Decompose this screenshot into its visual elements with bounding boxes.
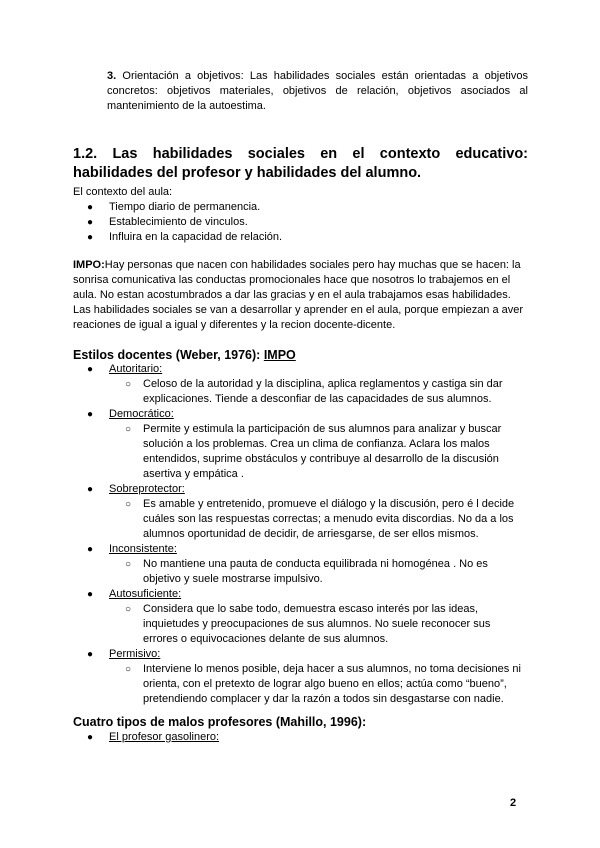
- intro-item-number: 3.: [107, 70, 117, 82]
- style-desc: [73, 557, 528, 587]
- styles-heading-tag: IMPO: [263, 348, 296, 362]
- style-desc: [73, 377, 528, 407]
- style-desc-text: Interviene lo menos posible, deja hacer a sus alumnos, no toma decisiones ni orienta, con el pretexto de lograr algo bueno en ellos; actúa como “bueno”, pretendiendo complacer y dar la razón a todos sin desgastarse con nadie.: [143, 663, 521, 705]
- style-sublist: [73, 662, 528, 707]
- style-item: [73, 542, 528, 587]
- circle-bullet-icon: ○: [125, 379, 132, 390]
- list-item: [73, 215, 528, 230]
- style-desc-text: Considera que lo sabe todo, demuestra escaso interés por las ideas, inquietudes y preocupaciones de sus alumnos. No suele reconocer sus errores o equivocaciones delante de sus alumnos.: [143, 603, 491, 645]
- bullet-icon: ●: [87, 202, 94, 213]
- style-desc: [73, 497, 528, 542]
- bullet-icon: ●: [87, 732, 94, 743]
- section-heading: 1.2. Las habilidades sociales en el contexto educativo: habilidades del profesor y habilidades del alumno.: [73, 146, 528, 181]
- circle-bullet-icon: ○: [125, 499, 132, 510]
- style-sublist: [73, 497, 528, 542]
- bullet-icon: ●: [87, 217, 94, 228]
- circle-bullet-icon: ○: [125, 424, 132, 435]
- intro-item: [107, 69, 528, 114]
- style-item: [73, 482, 528, 542]
- list-item-text: El profesor gasolinero:: [109, 731, 220, 743]
- bullet-icon: ●: [87, 649, 94, 660]
- style-label: Democrático:: [109, 408, 174, 420]
- style-sublist: [73, 602, 528, 647]
- style-label: Autosuficiente:: [109, 588, 182, 600]
- style-desc-text: Es amable y entretenido, promueve el diálogo y la discusión, pero é l decide cuáles son las respuestas correctas; a menudo evita discordias. No da a los alumnos oportunidad de decidir, de arriesgarse, de ser ellos mismos.: [143, 498, 515, 540]
- styles-heading: [73, 347, 296, 363]
- style-sublist: [73, 422, 528, 482]
- context-block: [73, 185, 528, 245]
- style-desc-text: No mantiene una pauta de conducta equilibrada ni homogénea . No es objetivo y suele mostrarse impulsivo.: [143, 558, 488, 585]
- list-item-text: Influira en la capacidad de relación.: [109, 231, 283, 243]
- style-item: [73, 647, 528, 707]
- style-item: [73, 362, 528, 407]
- context-list: [73, 200, 528, 245]
- bullet-icon: ●: [87, 544, 94, 555]
- list-item: [73, 200, 528, 215]
- bad-teachers-heading: Cuatro tipos de malos profesores (Mahillo, 1996):: [73, 715, 367, 729]
- intro-item-text: Orientación a objetivos: Las habilidades sociales están orientadas a objetivos concretos: objetivos materiales, objetivos de relación, objetivos asociados al mantenimiento de la autoestima.: [107, 70, 528, 112]
- list-item-text: Establecimiento de vinculos.: [109, 216, 248, 228]
- style-label: Permisivo:: [109, 648, 161, 660]
- style-item: [73, 407, 528, 482]
- style-desc: [73, 662, 528, 707]
- style-desc: [73, 602, 528, 647]
- styles-heading-text: Estilos docentes (Weber, 1976):: [73, 348, 261, 362]
- impo-label: IMPO:: [73, 259, 105, 271]
- bullet-icon: ●: [87, 364, 94, 375]
- style-desc-text: Celoso de la autoridad y la disciplina, aplica reglamentos y castiga sin dar explicaciones. Tiende a desconfiar de las capacidades de sus alumnos.: [143, 378, 503, 405]
- list-item: [73, 230, 528, 245]
- list-item-text: Tiempo diario de permanencia.: [109, 201, 261, 213]
- style-desc-text: Permite y estimula la participación de sus alumnos para analizar y buscar solución a los problemas. Crea un clima de confianza. Aclara los malos entendidos, suprime obstáculos y contribuye al desarrollo de la discusión asertiva y empática .: [143, 423, 502, 480]
- style-label: Autoritario:: [109, 363, 163, 375]
- style-item: [73, 587, 528, 647]
- bullet-icon: ●: [87, 232, 94, 243]
- circle-bullet-icon: ○: [125, 604, 132, 615]
- bullet-icon: ●: [87, 484, 94, 495]
- context-label: El contexto del aula:: [73, 186, 173, 198]
- style-label: Inconsistente:: [109, 543, 177, 555]
- style-label: Sobreprotector:: [109, 483, 185, 495]
- style-sublist: [73, 557, 528, 587]
- page-number: 2: [510, 797, 517, 809]
- styles-list-block: [73, 362, 528, 707]
- circle-bullet-icon: ○: [125, 559, 132, 570]
- impo-text: Hay personas que nacen con habilidades sociales pero hay muchas que se hacen: la sonrisa comunicativa las conductas promocionales hace que nosotros lo trabajemos en el aula. No estan acostumbrados a dar las gracias y en el aula trabajamos esas habilidades. Las habilidades sociales se van a desarrollar y aprender en el aula, porque empiezan a aver reaciones de igual a igual y diferentes y la recion docente-dicente.: [73, 259, 524, 331]
- style-desc: [73, 422, 528, 482]
- styles-list: [73, 362, 528, 707]
- circle-bullet-icon: ○: [125, 664, 132, 675]
- style-sublist: [73, 377, 528, 407]
- bullet-icon: ●: [87, 589, 94, 600]
- list-item: [73, 730, 528, 745]
- bad-teachers-list-block: [73, 730, 528, 745]
- bad-teachers-list: [73, 730, 528, 745]
- impo-paragraph: [73, 258, 528, 333]
- bullet-icon: ●: [87, 409, 94, 420]
